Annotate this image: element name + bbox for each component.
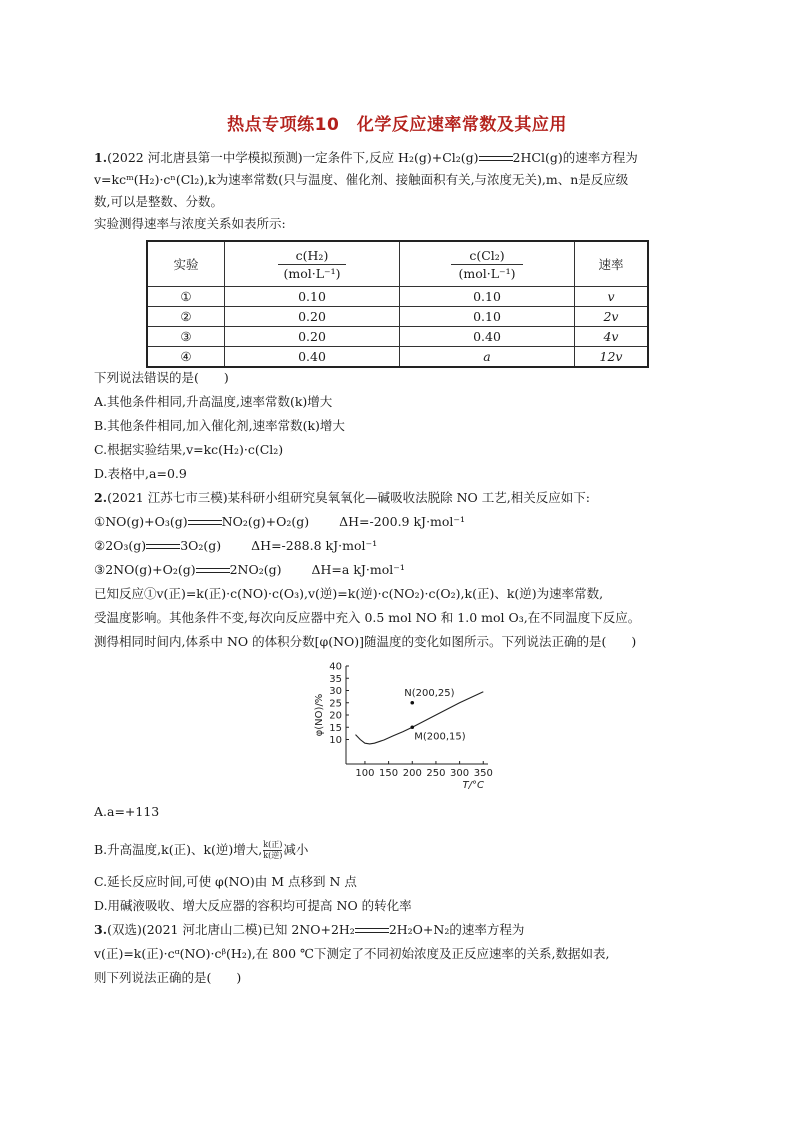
y-tick-label: 25 xyxy=(329,698,342,710)
q2-option-a: A.a=+113 xyxy=(94,804,160,819)
equals-sign-icon xyxy=(146,542,180,552)
q3-line1 xyxy=(94,920,524,940)
q2-reaction-2: ②2O₃(g) 3O₂(g) ΔH=-288.8 kJ·mol⁻¹ xyxy=(94,538,378,553)
q1-text1-end: 2HCl(g)的速率方程为 xyxy=(512,150,638,165)
header-c-h2: $\frac{\text{c(H₂)}}{\text{(mol·L⁻¹)}}$ xyxy=(225,241,400,287)
x-tick-label: 150 xyxy=(379,768,399,779)
page-title: 热点专项练10 化学反应速率常数及其应用 xyxy=(227,115,567,135)
point-label: N(200,25) xyxy=(404,687,455,699)
q1-text1: (2022 河北唐县第一中学模拟预测)一定条件下,反应 H₂(g)+Cl₂(g) xyxy=(107,150,479,165)
y-tick-label: 10 xyxy=(329,735,342,746)
y-tick-label: 15 xyxy=(329,722,342,734)
q3-text1-end: 2H₂O+N₂的速率方程为 xyxy=(388,922,525,937)
equals-sign-icon xyxy=(479,154,513,164)
table-header-row xyxy=(147,241,648,287)
q1-number: 1. xyxy=(94,150,108,165)
header-experiment: 实验 xyxy=(147,241,225,287)
y-tick-label: 20 xyxy=(329,710,342,722)
equilibrium-arrow-icon xyxy=(188,518,222,528)
table-row: ② 0.20 0.10 2v xyxy=(147,307,648,327)
q1-prompt: 下列说法错误的是( ) xyxy=(94,370,229,385)
q1-line1 xyxy=(94,148,638,168)
data-point xyxy=(410,725,414,729)
q1-line3: 数,可以是整数、分数。 xyxy=(94,194,223,209)
q3-number: 3. xyxy=(94,922,108,937)
y-axis-label: φ(NO)/% xyxy=(314,693,325,737)
table-row: ④ 0.40 a 12v xyxy=(147,347,648,368)
q3-line2: v(正)=k(正)·cᵅ(NO)·cᵝ(H₂),在 800 ℃下测定了不同初始浓度及正反应速率的关系,数据如表, xyxy=(94,946,610,961)
q1-option-c: C.根据实验结果,v=kc(H₂)·c(Cl₂) xyxy=(94,442,284,457)
q1-line4: 实验测得速率与浓度关系如表所示: xyxy=(94,216,286,231)
point-label: M(200,15) xyxy=(414,731,466,743)
no-fraction-chart xyxy=(300,656,500,796)
q2-line5: 已知反应①v(正)=k(正)·c(NO)·c(O₃),v(逆)=k(逆)·c(NO₂)·c(O₂),k(正)、k(逆)为速率常数, xyxy=(94,586,604,601)
y-tick-label: 30 xyxy=(329,686,342,697)
table-row: ① 0.10 0.10 v xyxy=(147,287,648,307)
q2-option-b: B.升高温度,k(正)、k(逆)增大, k(正) k(逆) 减小 xyxy=(94,840,309,860)
q2-option-c: C.延长反应时间,可使 φ(NO)由 M 点移到 N 点 xyxy=(94,874,357,889)
x-tick-label: 200 xyxy=(402,768,422,779)
q2-line7: 测得相同时间内,体系中 NO 的体积分数[φ(NO)]随温度的变化如图所示。下列说法正确的是( ) xyxy=(94,634,637,649)
header-rate: 速率 xyxy=(575,241,649,287)
q1-option-d: D.表格中,a=0.9 xyxy=(94,466,187,481)
q1-option-b: B.其他条件相同,加入催化剂,速率常数(k)增大 xyxy=(94,418,345,433)
q2-reaction-3: ③2NO(g)+O₂(g) 2NO₂(g) ΔH=a kJ·mol⁻¹ xyxy=(94,562,405,577)
table-row: ③ 0.20 0.40 4v xyxy=(147,327,648,347)
q3-text1: (双选)(2021 河北唐山二模)已知 2NO+2H₂ xyxy=(107,922,355,937)
q1-line2: v=kcᵐ(H₂)·cⁿ(Cl₂),k为速率常数(只与温度、催化剂、接触面积有关,与浓度无关),m、n是反应级 xyxy=(94,172,629,187)
q2-number: 2. xyxy=(94,490,108,505)
data-point xyxy=(410,701,414,705)
x-tick-label: 300 xyxy=(450,768,470,779)
y-tick-label: 40 xyxy=(329,661,342,673)
q1-option-a: A.其他条件相同,升高温度,速率常数(k)增大 xyxy=(94,394,333,409)
q3-line3: 则下列说法正确的是( ) xyxy=(94,970,242,985)
header-c-cl2: $\frac{\text{c(Cl₂)}}{\text{(mol·L⁻¹)}}$ xyxy=(400,241,575,287)
k-ratio-fraction: k(正) k(逆) xyxy=(263,840,283,860)
q2-reaction-1: ①NO(g)+O₃(g) NO₂(g)+O₂(g) ΔH=-200.9 kJ·mol⁻¹ xyxy=(94,514,466,529)
x-tick-label: 100 xyxy=(355,768,375,779)
q2-option-d: D.用碱液吸收、增大反应器的容积均可提高 NO 的转化率 xyxy=(94,898,412,913)
y-tick-label: 35 xyxy=(329,673,342,685)
q2-line6: 受温度影响。其他条件不变,每次向反应器中充入 0.5 mol NO 和 1.0 mol O₃,在不同温度下反应。 xyxy=(94,610,641,625)
rate-table xyxy=(146,240,649,368)
x-tick-label: 350 xyxy=(473,768,493,779)
q2-line1 xyxy=(94,488,590,508)
equals-sign-icon xyxy=(196,566,230,576)
x-tick-label: 250 xyxy=(426,768,446,779)
equals-sign-icon xyxy=(355,926,389,936)
x-axis-label: T/°C xyxy=(462,780,484,791)
q2-text1: (2021 江苏七市三模)某科研小组研究臭氧氧化—碱吸收法脱除 NO 工艺,相关反应如下: xyxy=(107,490,590,505)
